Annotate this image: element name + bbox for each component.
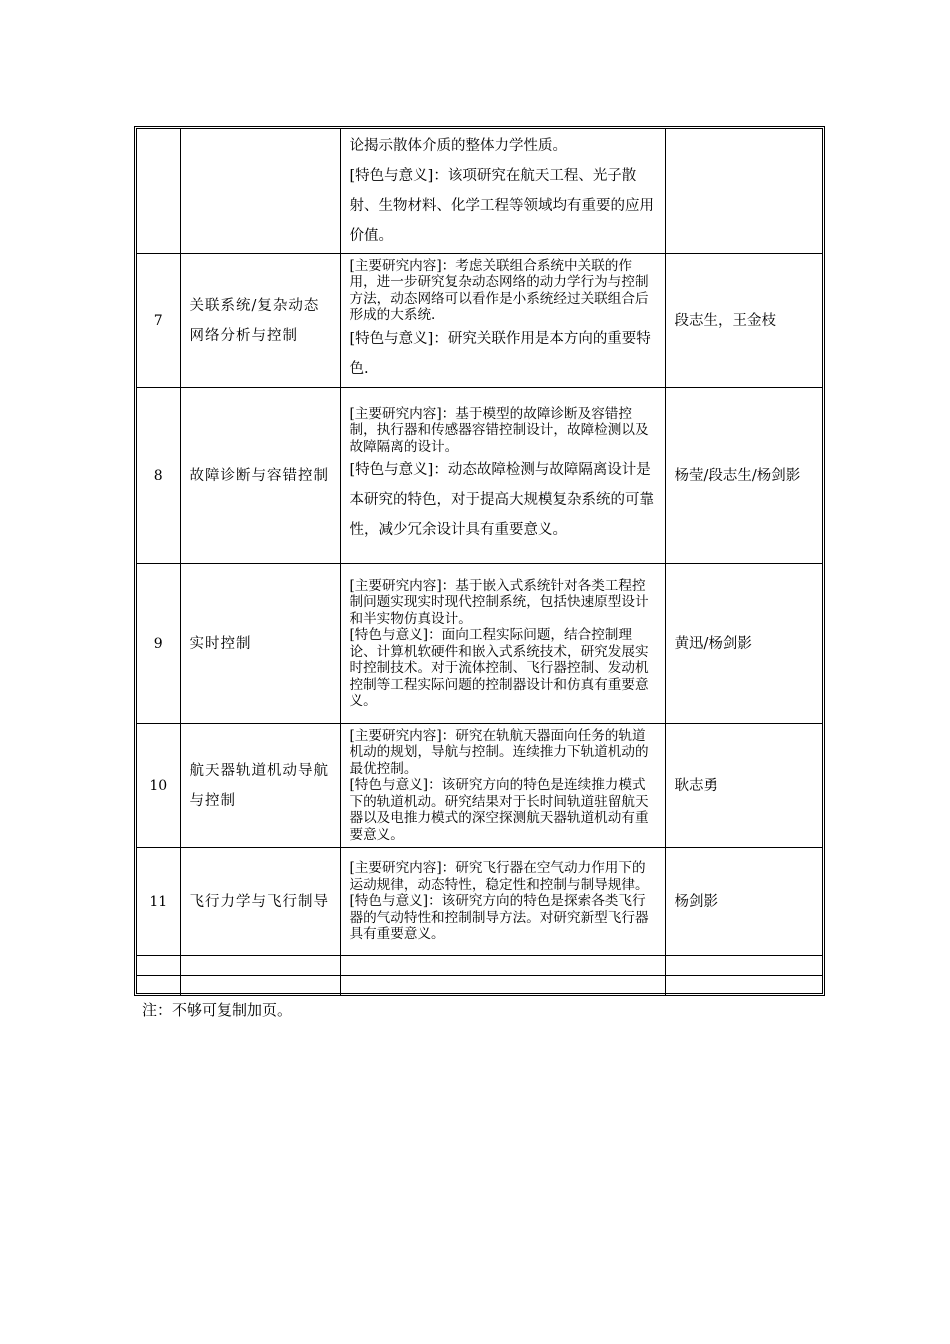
direction-name <box>180 976 340 996</box>
row-number: 8 <box>137 388 180 564</box>
footnote: 注：不够可复制加页。 <box>142 1001 293 1019</box>
researchers: 段志生，王金枝 <box>665 254 822 388</box>
content-significance: [特色与意义]：该研究方向的特色是连续推力模式下的轨道机动。研究结果对于长时间轨道驻留航天器以及电推力模式的深空探测航天器轨道机动有重要意义。 <box>349 777 649 843</box>
content-significance: [特色与意义]：该项研究在航天工程、光子散射、生物材料、化学工程等领域均有重要的应用价值。 <box>349 168 654 244</box>
researchers <box>665 129 822 254</box>
content-significance: [特色与意义]：动态故障检测与故障隔离设计是本研究的特色，对于提高大规模复杂系统的可靠性，减少冗余设计具有重要意义。 <box>349 462 654 539</box>
direction-name <box>180 129 340 254</box>
researchers: 杨剑影 <box>665 848 822 956</box>
table-row <box>137 254 822 388</box>
direction-name: 飞行力学与飞行制导 <box>180 848 340 956</box>
content-significance: [特色与意义]：面向工程实际问题，结合控制理论、计算机软硬件和嵌入式系统技术，研究发展实时控制技术。对于流体控制、飞行器控制、发动机控制等工程实际问题的控制器设计和仿真有重要意义。 <box>349 627 649 709</box>
table-row <box>137 564 822 724</box>
direction-name <box>180 956 340 976</box>
direction-name: 实时控制 <box>180 564 340 724</box>
table-row <box>137 129 822 254</box>
research-table-frame <box>134 126 825 996</box>
table-row <box>137 388 822 564</box>
table-row <box>137 724 822 848</box>
content-cell <box>340 956 665 976</box>
row-number <box>137 956 180 976</box>
row-number <box>137 976 180 996</box>
researchers: 耿志勇 <box>665 724 822 848</box>
direction-name: 故障诊断与容错控制 <box>180 388 340 564</box>
researchers: 黄迅/杨剑影 <box>665 564 822 724</box>
table-row <box>137 956 822 976</box>
content-cell <box>340 254 665 388</box>
content-cell <box>340 976 665 996</box>
row-number: 10 <box>137 724 180 848</box>
content-main: [主要研究内容]：研究飞行器在空气动力作用下的运动规律，动态特性，稳定性和控制与制导规律。 <box>349 860 649 893</box>
content-cell <box>340 564 665 724</box>
content-main: [主要研究内容]：基于嵌入式系统针对各类工程控制问题实现实时现代控制系统，包括快速原型设计和半实物仿真设计。 <box>349 577 649 627</box>
researchers <box>665 956 822 976</box>
researchers: 杨莹/段志生/杨剑影 <box>665 388 822 564</box>
content-cell <box>340 724 665 848</box>
content-main: [主要研究内容]：研究在轨航天器面向任务的轨道机动的规划，导航与控制。连续推力下轨道机动的最优控制。 <box>349 727 649 777</box>
direction-name: 航天器轨道机动导航与控制 <box>180 724 340 848</box>
content-cell <box>340 848 665 956</box>
content-main: [主要研究内容]：考虑关联组合系统中关联的作用，进一步研究复杂动态网络的动力学行为与控制方法，动态网络可以看作是小系统经过关联组合后形成的大系统. <box>349 257 649 323</box>
table-row <box>137 976 822 996</box>
content-cell <box>340 129 665 254</box>
research-table <box>137 129 822 996</box>
content-significance: [特色与意义]：研究关联作用是本方向的重要特色. <box>349 330 651 377</box>
content-main: [主要研究内容]：基于模型的故障诊断及容错控制，执行器和传感器容错控制设计，故障检测以及故障隔离的设计。 <box>349 405 649 455</box>
row-number: 7 <box>137 254 180 388</box>
researchers <box>665 976 822 996</box>
direction-name: 关联系统/复杂动态网络分析与控制 <box>180 254 340 388</box>
content-cell <box>340 388 665 564</box>
row-number <box>137 129 180 254</box>
content-significance: [特色与意义]：该研究方向的特色是探索各类飞行器的气动特性和控制制导方法。对研究新型飞行器具有重要意义。 <box>349 893 649 943</box>
content-main: 论揭示散体介质的整体力学性质。 <box>349 138 567 154</box>
row-number: 11 <box>137 848 180 956</box>
table-row <box>137 848 822 956</box>
row-number: 9 <box>137 564 180 724</box>
